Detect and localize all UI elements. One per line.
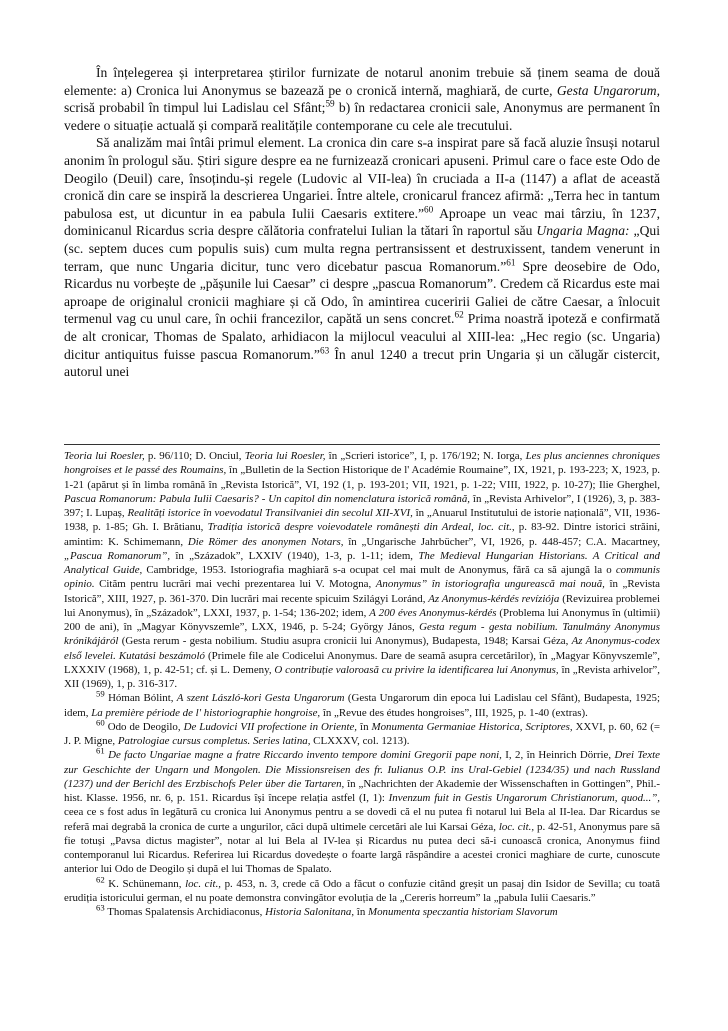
italic-text: Patrologiae cursus completus. Series latina, [117,735,311,747]
text-run: (Revizuirea problemei lui Anonymus), în „Századok”, LXXI, 1937, p. 1-54; 136-202; idem, [64,592,660,619]
text-run: I, 2, în Heinrich Dörrie, [501,749,615,762]
italic-text: Teoria lui Roesler, [244,450,326,462]
italic-text: A szent László-kori Gesta Ungarorum [176,692,345,705]
italic-text: Az Anonymus-kérdés revíziója [428,592,560,605]
italic-text: communis opinio. [64,564,660,591]
footnote-marker: 59 [96,688,105,699]
italic-text: A 200 éves Anonymus-kérdés [369,606,497,619]
italic-text: Teoria lui Roesler, [64,450,145,462]
italic-text: Drei Texte zur Geschichte der Ungarn und Mongolen. Die Missionsreisen des fr. Iulianus O.P. ins Ural-Gebiel (1234/35) und nach Russland (1237) und der Berichl des Erzbischofs Peler über die Tartaren, [64,749,660,790]
footnote-marker: 61 [96,745,105,756]
text-run: K. Schünemann, [104,877,186,890]
footnote-62 [64,873,660,906]
text-run: scrisă probabil în timpul lui Ladislau cel Sfânt; [64,100,326,116]
italic-text: Die Römer des anonymen Notars, [187,535,344,548]
italic-text: loc. cit., [498,820,535,833]
text-run: p. 96/110; D. Onciul, [144,450,245,462]
text-run: Thomas Spalatensis Archidiaconus, [104,906,266,918]
main-text [64,64,660,381]
italic-text: Invenzum fuit in Gestis Ungarorum Christianorum, quod...”, [388,792,660,804]
text-run: în „Ungarische Jahrbücher”, VI, 1926, p. 448-457; C.A. Macartney, [343,535,660,548]
footnote-marker: 62 [96,873,105,884]
footnote-marker: 60 [96,717,105,728]
paragraph-1 [64,64,660,134]
italic-text: Az Anonymus-codex első levelei. Kutatási beszámoló [64,635,660,662]
text-run: Prima noastră ipoteză e confirmată de alt cronicar, Thomas de Spalato, arhidiacon la mijlocul veacului al XIII-lea: „Hec regio (sc. Ungaria) dicitur antiquitus fuisse pascua Romanorum.” [64,311,661,362]
text-run: în „Bulletin de la Section Historique de l' Académie Roumaine”, IX, 1921, p. 193-223; X, 1923, p. 1-21 (apărut și în limba română în „Revista Istorică”, VI, 192 (1, p. 193-201; VII, 1921, p. 1-22; VIII, 1922, p. 10-27); Ilie Gherghel, [64,464,660,491]
footnote-marker: 59 [325,98,335,109]
text-run: XXVI, p. 60, 62 (= J. P. Migne, [64,720,660,747]
footnote-58-continuation [64,449,660,691]
italic-text: De facto Ungariae magne a fratre Riccardo invento tempore domini Gregorii pape noni, [108,749,502,762]
italic-text: O contribuție valoroasă cu privire la identificarea lui Anonymus, [274,663,559,676]
italic-text: loc. cit., [185,877,222,890]
text-run: p. 42-51, Anonymus pare să fie totuși „Pavsa dictus magister”, notar al lui Bela al IV-lea și Ricardus nu putea deci să-i cunoască cronica, Anonymus fiind contemporanul lui Ricardus. Referirea lui Ricardus dovedește o foarte largă răspândire a acestei cronici maghiare de curte, cunoscute anterior lui Odo de Deogilo și după el lui Thomas de Spalato. [64,820,660,876]
text-run: p. 83-92. Dintre istorici străini, amintim: K. Schimemann, [64,521,660,548]
text-run: ceea ce s fost adus în legătură cu cronica lui Anonymus pentru a se dovedi că el nu putea fi notarul lui Bela al II-lea. Dar Ricardus se referă mai degrabă la cronica de curte a ungurilor, căci după ultimele cercetări ale lui Karsai Géza, [64,806,660,833]
italic-text: The Medieval Hungarian Historians. A Critical and Analytical Guide, [64,549,661,576]
footnote-61 [64,745,660,876]
text-run: Odo de Deogilo, [104,720,184,733]
text-run: Cambridge, 1953. Istoriografia maghiară s-a ocupat cel mai mult de Anonymus, fără ca să ajungă la o [142,564,616,576]
italic-text: „Pascua Romanorum”, [64,549,171,562]
text-run: în „Nachrichten der Akademie der Wissenschaften in Gottingen”, Phil.-hist. Klasse. 1956, nr. 6, p. 151. Ricardus își începe relația astfel (I, 1): [64,777,660,804]
italic-text: Realități istorice în voevodatul Transilvaniei din secolul XII-XVI, [127,507,413,519]
text-run: (Gesta rerum - gesta nobilium. Studiu asupra cronicii lui Anonymus), Budapesta, 1948; Karsai Géza, [118,635,572,648]
text-run: (Primele file ale Codicelui Anonymus. Dare de seamă asupra cercetărilor), în „Magyar Könyvszemle”, LXXXIV (1968), 1, p. 42-51; cf. și L. Demeny, [64,649,660,676]
text-run: Hóman Bólint, [104,692,177,705]
italic-text: Gesta regum - gesta nobilium. Tanulmány Anonymus krónikájáról [64,621,660,648]
italic-text: Anonymus” în istoriografia ungurească mai nouă, [375,578,605,591]
footnote-marker: 63 [319,344,330,355]
footnote-63 [64,902,660,919]
text-run: CLXXXV, col. 1213). [310,735,410,747]
text-run: p. 453, n. 3, crede că Odo a făcut o confuzie citând greșit un pasaj din Isidor de Sevilla; cu toată erudiția istoricului german, el nu poate demonstra convingător evoluția de la „Cereris horreum” la „pabula Iulii Caesaris.” [64,877,660,904]
italic-text: Pascua Romanorum: Pabula Iulii Caesaris? - Un capitol din nomenclatura istorică română, [64,492,471,505]
text-run: (Gesta Ungarorum din epoca lui Ladislau cel Sfânt), Budapesta, 1925; idem, [64,692,660,719]
footnote-marker: 60 [424,204,434,215]
text-run: în „Századok”, LXXIV (1940), 1-3, p. 1-11; idem, [170,549,419,562]
text-run: Cităm pentru lucrări mai vechi prezentarea lui V. Motogna, [94,578,376,591]
text-run: în „Anuarul Institutului de istorie națională”, VII, 1936-1938, p. 1-85; Gh. I. Brătianu, [64,507,660,534]
footnote-marker: 63 [96,902,105,913]
italic-text: Historia Salonitana [265,906,352,918]
text-run: , în [351,906,368,918]
italic-text: Les plus anciennes chroniques hongroises et le passé des Roumains, [64,450,660,477]
text-run: în [357,720,372,733]
italic-text: Gesta Ungarorum, [556,82,660,98]
footnotes [64,449,660,919]
footnote-marker: 62 [454,309,464,320]
italic-text: Monumenta Germaniae Historica, Scriptores, [371,720,573,733]
italic-text: La première période de l' historiographie hongroise, [91,706,321,719]
text-run: în „Scrieri istorice”, I, p. 176/192; N. Iorga, [325,450,526,462]
italic-text: Tradiția istorică despre voievodatele românești din Ardeal, loc. cit., [207,521,515,534]
footnote-marker: 61 [506,257,516,267]
text-run: în „Revista Arhivelor”, I (1926), 3, p. 383-397; I. Lupaș, [64,492,661,519]
text-run: Aproape un veac mai târziu, în 1237, dominicanul Ricardus scria despre călătoria confratelui Iulian la tătari în raportul său [64,205,660,239]
text-run: „Qui (sc. septem duces cum populis suis) cum multa regna pertransissent et destruxissent, tandem venerunt in terram, que nunc Ungaria dicitur, tunc vero dicebatur pascua Romanorum.” [64,223,660,274]
text-run: Spre deosebire de Odo, Ricardus nu vorbește de „pășunile lui Caesar” ci despre „pascua Romanorum”. Credem că Ricardus este mai aproape de originalul cronicii maghiare și că Odo, în amintirea cuceririi Galiei de către Caesar, a înlocuit termenul vag cu unul care, în ochii francezilor, capătă un sens concret. [64,258,660,327]
footnote-separator [64,444,660,445]
text-run: În înțelegerea și interpretarea știrilor furnizate de notarul anonim trebuie să ținem seama de două elemente: a) Cronica lui Anonymus se bazează pe o cronică internă, maghiară, de curte, [64,65,660,98]
text-run: în „Revue des études hongroises”, III, 1925, p. 1-40 (extras). [320,706,588,719]
italic-text: De Ludovici VII profectione in Oriente, [183,720,358,733]
text-run: b) în redactarea cronicii sale, Anonymus are permanent în vedere o situație actuală și compară realitățile contemporane cu cele ale trecutului. [64,100,660,133]
footnote-60 [64,717,660,749]
text-run: în „Revista arhivelor”, XII (1969), 1, p. 316-317. [64,663,660,690]
italic-text: Monumenta speczantia historiam Slavorum [368,906,558,918]
text-run: În anul 1240 a trecut prin Ungaria și un călugăr cistercit, autorul unei [64,346,660,380]
paragraph-2 [64,134,660,380]
text-run: Să analizăm mai întâi primul element. La cronica din care s-a inspirat pare să facă aluzie însuși notarul anonim în prologul său. Știri sigure despre ea ne furnizează cronicari apuseni. Primul care o face este Odo de Deogilo (Deuil) care, însoțindu-și regele (Ludovic al VII-lea) în cruciada a II-a (1147) a aflat de această cronică din care se inspiră la descrierea Ungariei. Între altele, cronicarul francez afirmă: „Terra hec in tantum pabulosa est, ut dicuntur in ea pabula Iulii Caesaris extitere.” [64,135,660,221]
footnote-59 [64,688,660,720]
italic-text: Ungaria Magna: [536,223,630,239]
text-run: (Problema lui Anonymus în (ultimii) 200 de ani), în „Magyar Könyvszemle”, LXX, 1946, p. 5-24; György János, [64,606,660,633]
text-run: în „Revista Istorică”, XIII, 1927, p. 361-370. Din lucrări mai recente spicuim Szilágyi Loránd, [64,578,660,605]
